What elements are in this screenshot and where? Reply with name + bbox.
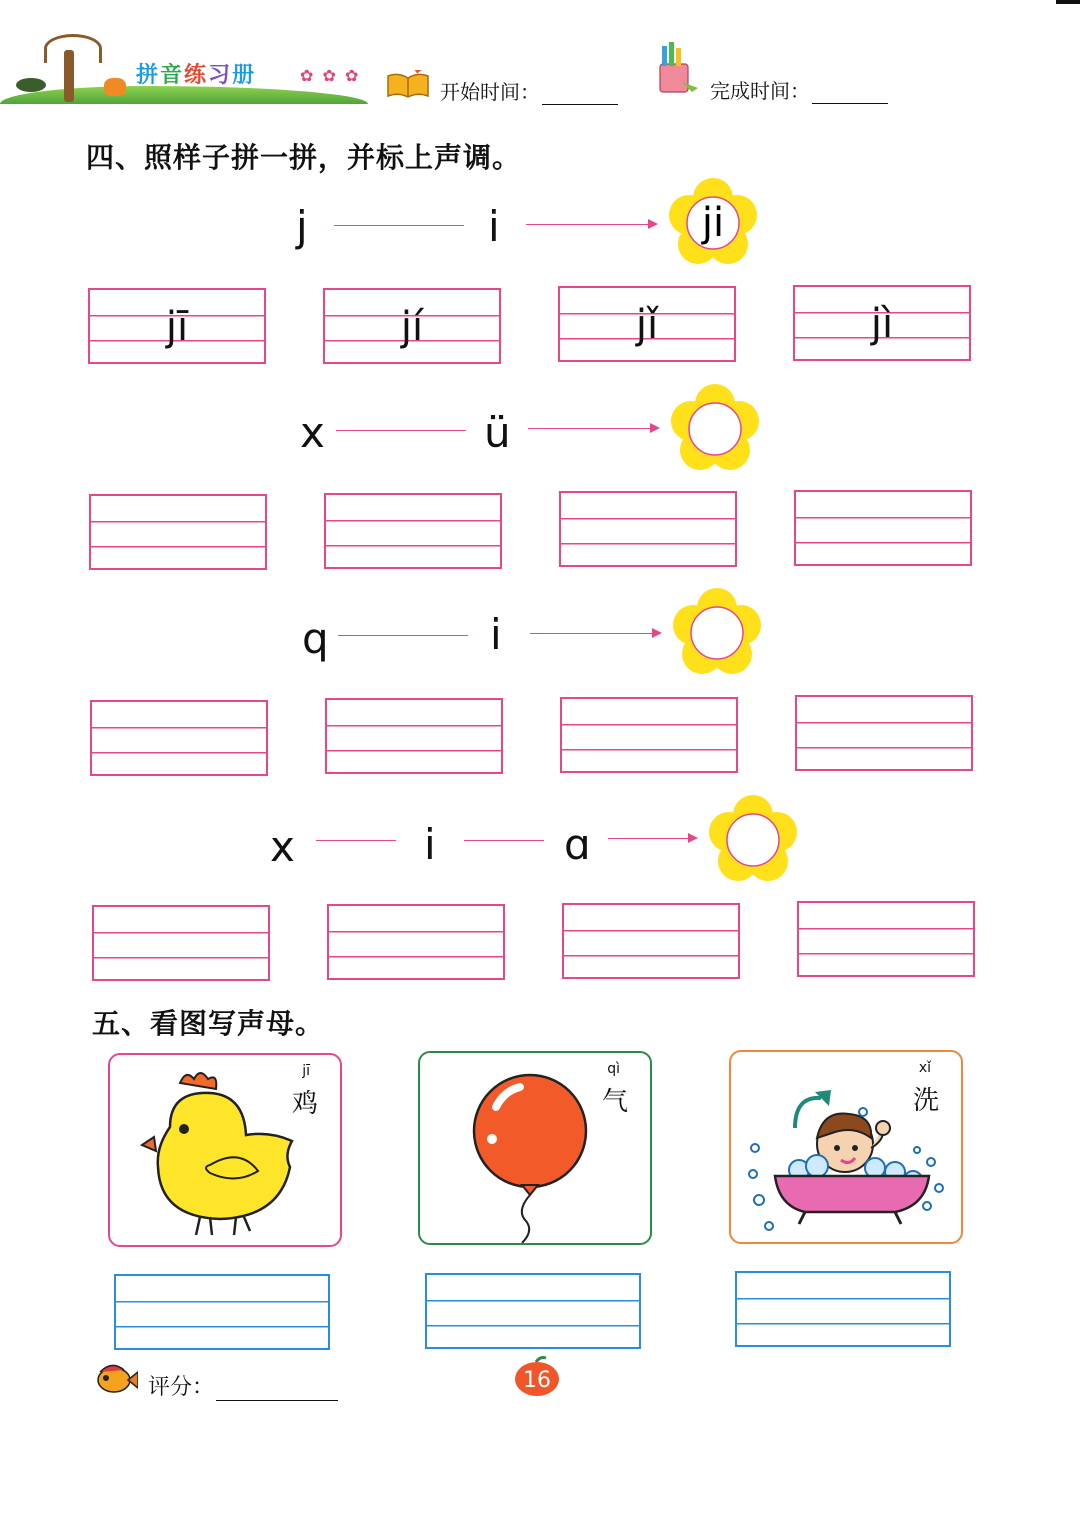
grid-answer-text: jì	[870, 301, 894, 347]
word-character: 鸡	[291, 1089, 318, 1119]
arrow-icon	[526, 224, 656, 225]
writing-grid[interactable]	[795, 695, 973, 771]
writing-grid[interactable]	[325, 698, 503, 774]
writing-grid[interactable]	[324, 493, 502, 569]
writing-grid[interactable]	[793, 285, 971, 361]
arrow-icon	[608, 838, 696, 839]
writing-grid[interactable]	[89, 494, 267, 570]
chick-icon	[140, 1067, 300, 1239]
writing-grid[interactable]	[323, 288, 501, 364]
writing-grid[interactable]	[90, 700, 268, 776]
corner-mark	[1056, 0, 1080, 4]
flower-answer-text: ji	[701, 200, 725, 246]
blue-writing-grid[interactable]	[425, 1273, 641, 1349]
arrow-icon	[530, 633, 660, 634]
final-letter: i	[490, 610, 502, 659]
final-letter: ü	[484, 408, 511, 457]
pencil-cup-icon	[652, 42, 698, 96]
grid-answer-text: jī	[165, 304, 189, 350]
writing-grid[interactable]	[794, 490, 972, 566]
final-letter: ɑ	[564, 820, 591, 869]
arrow-icon	[528, 428, 658, 429]
writing-grid[interactable]	[562, 903, 740, 979]
word-pinyin: xǐ	[918, 1060, 931, 1076]
score-blank[interactable]	[216, 1380, 338, 1401]
initial-letter: x	[300, 408, 325, 457]
fox-icon	[104, 78, 126, 96]
initial-letter: j	[296, 202, 308, 251]
word-character: 洗	[912, 1086, 939, 1116]
fish-icon	[92, 1360, 138, 1394]
writing-grid[interactable]	[559, 491, 737, 567]
connector-line	[334, 225, 464, 226]
open-book-icon	[386, 70, 430, 98]
connector-line	[316, 840, 396, 841]
writing-grid[interactable]	[797, 901, 975, 977]
blue-writing-grid[interactable]	[114, 1274, 330, 1350]
end-time-field[interactable]: 完成时间：	[710, 75, 888, 104]
initial-letter: x	[270, 822, 295, 871]
blue-writing-grid[interactable]	[735, 1271, 951, 1347]
flowers-decoration: ✿ ✿ ✿	[300, 66, 361, 85]
picture-card-chick	[108, 1053, 342, 1247]
final-letter: i	[488, 202, 500, 251]
score-field[interactable]: 评分：	[148, 1370, 338, 1401]
page-number-badge	[514, 1356, 560, 1396]
word-pinyin: qì	[607, 1061, 620, 1077]
connector-line	[464, 840, 544, 841]
grid-answer-text: jí	[400, 304, 424, 350]
end-time-blank[interactable]	[812, 83, 888, 104]
word-pinyin: jī	[302, 1063, 310, 1079]
word-character: 气	[601, 1087, 628, 1117]
grid-answer-text: jǐ	[635, 302, 659, 348]
book-title: 拼音练习册	[136, 63, 257, 88]
writing-grid[interactable]	[558, 286, 736, 362]
page-number: 16	[523, 1368, 551, 1393]
picture-card-balloon	[418, 1051, 652, 1245]
flower-answer-bubble[interactable]	[672, 588, 762, 678]
connector-line	[338, 635, 468, 636]
writing-grid[interactable]	[327, 904, 505, 980]
writing-grid[interactable]	[560, 697, 738, 773]
writing-grid[interactable]	[88, 288, 266, 364]
tree-trunk-icon	[64, 50, 74, 102]
flower-answer-bubble[interactable]	[708, 795, 798, 885]
flower-answer-bubble	[668, 178, 758, 268]
balloon-icon	[468, 1071, 598, 1243]
section-4-title: 四、照样子拼一拼，并标上声调。	[86, 141, 522, 174]
picture-card-bath	[729, 1050, 963, 1244]
flower-answer-bubble[interactable]	[670, 384, 760, 474]
connector-line	[336, 430, 466, 431]
bird-icon	[16, 78, 46, 92]
initial-letter: q	[302, 614, 329, 663]
start-time-blank[interactable]	[542, 84, 618, 105]
section-5-title: 五、看图写声母。	[92, 1007, 325, 1040]
medial-letter: i	[424, 820, 436, 869]
start-time-field[interactable]: 开始时间：	[440, 76, 618, 105]
bath-icon	[745, 1088, 945, 1238]
writing-grid[interactable]	[92, 905, 270, 981]
